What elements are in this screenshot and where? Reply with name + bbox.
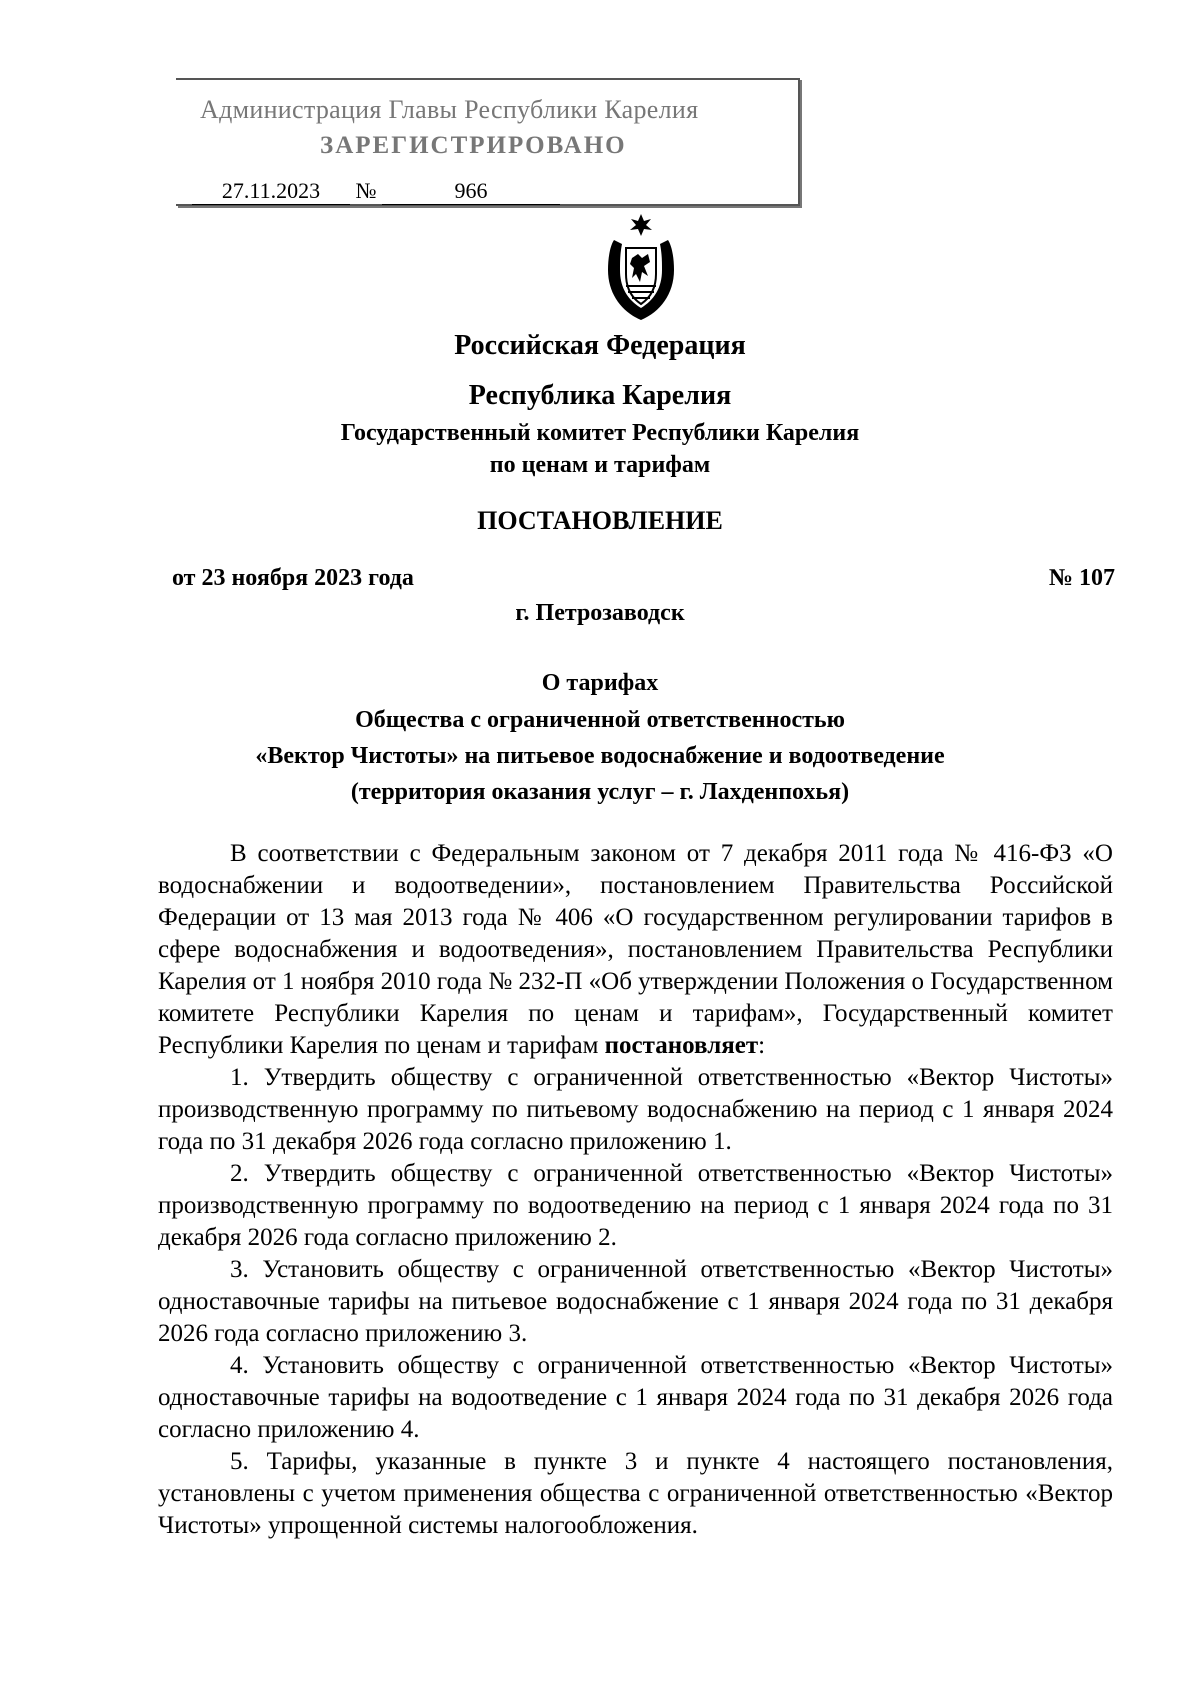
committee-heading-line1: Государственный комитет Республики Карелия xyxy=(340,420,860,446)
preamble-colon: : xyxy=(758,1032,766,1059)
document-title-line1: О тарифах xyxy=(541,670,659,696)
item-paragraph: 1. Утвердить обществу с ограниченной ответственностью «Вектор Чистоты» производственную программу по питьевому водоснабжению на период с 1 января 2024 года по 31 декабря 2026 года согласно приложению 1. xyxy=(158,1064,1113,1155)
document-title-line4: (территория оказания услуг – г. Лахденпохья) xyxy=(350,779,850,805)
document-title-line2: Общества с ограниченной ответственностью xyxy=(355,707,845,733)
stamp-registration-record xyxy=(192,178,560,205)
coat-of-arms-icon xyxy=(600,214,682,322)
preamble-text: В соответствии с Федеральным законом от 7 декабря 2011 года № 416-ФЗ «О водоснабжении и водоотведении», постановлением Правительства Российской Федерации от 13 мая 2013 года № 406 «О государственном регулировании тарифов в сфере водоснабжения и водоотведения», постановлением Правительства Республики Карелия от 1 ноября 2010 года № 232-П «Об утверждении Положения о Государственном комитете Республики Карелия по ценам и тарифам», Государственный комитет Республики Карелия по ценам и тарифам xyxy=(158,840,1113,1059)
stamp-registered-label: ЗАРЕГИСТРИРОВАНО xyxy=(320,132,627,159)
document-type-heading: ПОСТАНОВЛЕНИЕ xyxy=(477,506,723,535)
document-city: г. Петрозаводск xyxy=(515,600,685,626)
stamp-number-sign: № xyxy=(355,178,377,203)
committee-heading-line2: по ценам и тарифам xyxy=(489,452,711,478)
country-heading: Российская Федерация xyxy=(454,330,746,361)
preamble-paragraph xyxy=(158,838,1113,1062)
item-paragraph: 4. Установить обществу с ограниченной ответственностью «Вектор Чистоты» одноставочные тарифы на водоотведение с 1 января 2024 года по 31 декабря 2026 года согласно приложению 4. xyxy=(158,1352,1113,1443)
document-body xyxy=(158,838,1113,1542)
stamp-date: 27.11.2023 xyxy=(192,178,350,205)
republic-heading: Республика Карелия xyxy=(468,380,732,411)
document-date: от 23 ноября 2023 года xyxy=(172,565,414,591)
item-paragraph: 3. Установить обществу с ограниченной ответственностью «Вектор Чистоты» одноставочные тарифы на питьевое водоснабжение с 1 января 2024 года по 31 декабря 2026 года согласно приложению 3. xyxy=(158,1256,1113,1347)
stamp-administration-line: Администрация Главы Республики Карелия xyxy=(200,95,699,124)
item-paragraph: 2. Утвердить обществу с ограниченной ответственностью «Вектор Чистоты» производственную программу по водоотведению на период с 1 января 2024 года по 31 декабря 2026 года согласно приложению 2. xyxy=(158,1160,1113,1251)
preamble-resolves: постановляет xyxy=(604,1032,759,1059)
document-number: № 107 xyxy=(1048,565,1115,591)
stamp-number: 966 xyxy=(382,178,560,205)
document-title-line3: «Вектор Чистоты» на питьевое водоснабжение и водоотведение xyxy=(255,743,945,769)
item-paragraph: 5. Тарифы, указанные в пункте 3 и пункте 4 настоящего постановления, установлены с учетом применения общества с ограниченной ответственностью «Вектор Чистоты» упрощенной системы налогообложения. xyxy=(158,1448,1113,1539)
